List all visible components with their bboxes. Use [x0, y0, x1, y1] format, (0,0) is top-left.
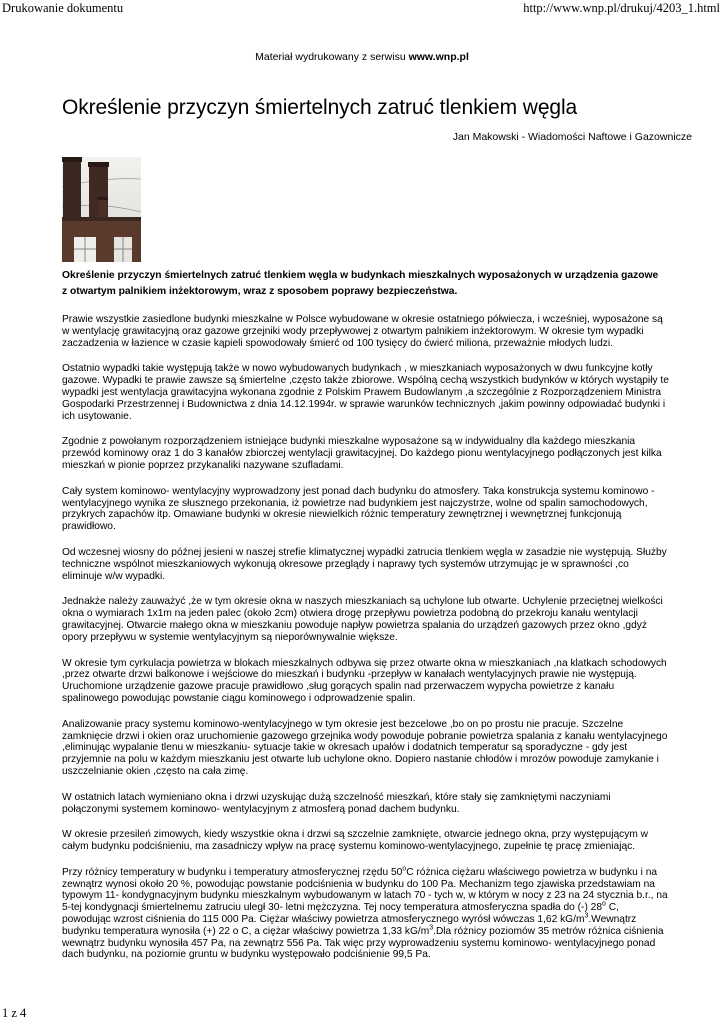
article-photo-chimneys	[62, 157, 141, 262]
text-part: C różnica ciężaru właściwego powietrza w budynku i na zewnątrz wynosi około 20 %, powodując powstanie podciśnienia w budynku do 100 Pa. Mechanizm tego zjawiska przedstawiam na typowym 11- kondygnacyjnym budynku mieszkalnym wybudowanym w latach 70 - tych w, w którym w nocy z 23 na 24 stycznia b.r., na 5-tej kondygnacji śmiertelnemu zatruciu uległ 30- letni mężczyzna. Tej nocy temperatura atmosferyczna spadła do (-) 28	[62, 866, 668, 914]
superscript: 3	[584, 912, 589, 920]
superscript: o	[602, 900, 606, 908]
text-part: Przy różnicy temperatury w budynku i temperatury atmosferycznej rzędu 50	[62, 866, 403, 878]
paragraph: W okresie tym cyrkulacja powietrza w blokach mieszkalnych odbywa się przez otwarte okna w mieszkaniach ,na klatkach schodowych ,przez otwarte drzwi balkonowe i wejściowe do mieszkań i budynku -przepływ w kanałach wentylacyjnych prawie nie występują. Uruchomione urządzenie gazowe pracuje prawidłowo ,sług gorących spalin nad przerwaczem wypycha powietrze z kanału spalinowego powodując powstanie ciągu kominowego i odprowadzenie spalin.	[62, 657, 667, 704]
printed-from-text: Materiał wydrukowany z serwisu	[255, 51, 406, 63]
paragraph: Ostatnio wypadki takie występują także w nowo wybudowanych budynkach , w mieszkaniach wyposażonych w dwu funkcyjne kotły gazowe. Wypadki te prawie zawsze są śmiertelne ,często także zbiorowe. Wspólną cechą wszystkich budynków w których wystąpiły te wypadki jest wentylacja grawitacyjna wykonana zgodnie z Polskim Prawem Budowlanym ,a szczególnie z Rozporządzeniem Ministra Gospodarki Przestrzennej i Budownictwa z dnia 14.12.1994r. w sprawie warunków technicznych ,jakim powinny odpowiadać budynki i ich usytowanie.	[62, 363, 669, 422]
paragraph: W ostatnich latach wymieniano okna i drzwi uzyskując dużą szczelność mieszkań, które stały się zamkniętymi naczyniami połączonymi systemem kominowo- wentylacyjnym z atmosferą ponad dachem budynku.	[62, 791, 611, 815]
article-title: Określenie przyczyn śmiertelnych zatruć tlenkiem węgla	[62, 96, 578, 119]
article-author: Jan Makowski - Wiadomości Naftowe i Gazownicze	[452, 131, 692, 143]
paragraph: Jednakże należy zauważyć ,że w tym okresie okna w naszych mieszkaniach są uchylone lub otwarte. Uchylenie przeciętnej wielkości okna o wymiarach 1x1m na jeden palec (około 2cm) otwiera drogę przepływu powietrza podobną do przekroju kanału wentylacji grawitacyjnej. Otwarcie małego okna w mieszkaniu powoduje napływ powietrza spalania do urządzeń gazowych przez okno ,gdyż opory przepływu w systemie wentylacyjnym są nieporównywalnie większe.	[62, 596, 663, 643]
superscript: o	[402, 865, 407, 873]
chimneys-illustration	[62, 157, 141, 262]
paragraph-last	[62, 867, 670, 961]
paragraph: Zgodnie z powołanym rozporządzeniem istniejące budynki mieszkalne wyposażone są w indywidualny dla każdego mieszkania przewód kominowy oraz 1 do 3 kanałów zbiorczej wentylacji grawitacyjnej. Do każdego pionu wentylacyjnego podłączonych jest kilka mieszkań w pionie poprzez przykanaliki nazywane szufladami.	[62, 436, 662, 471]
text-part: C, powodując wzrost ciśnienia do 115 000 Pa. Ciężar właściwy powietrza atmosferycznego wyrósł wówczas 1,62 kG/m	[62, 902, 619, 926]
superscript: 3	[429, 924, 434, 932]
paragraph: Cały system kominowo- wentylacyjny wyprowadzony jest ponad dach budynku do atmosfery. Taka konstrukcja systemu kominowo - wentylacyjnego wynika ze słusznego przekonania, iż powietrze nad budynkiem jest najczystrze, wolne od spalin samochodowych, przykrych zapachów itp. Omawiane budynki w okresie niewielkich różnic temperatury zewnętrznej i wewnętrznej funkcjonują prawidłowo.	[62, 485, 655, 533]
article-body	[62, 314, 670, 975]
paragraph: Od wczesnej wiosny do późnej jesieni w naszej strefie klimatycznej wypadki zatrucia tlenkiem węgla w zasadzie nie występują. Służby techniczne wspólnot mieszkaniowych wykonują okresowe przeglądy i naprawy tych systemów utrzymując je w sprawności ,co eliminuje w/w wypadki.	[62, 546, 667, 582]
browser-page-title: Drukowanie dokumentu	[2, 1, 124, 15]
site-link[interactable]: www.wnp.pl	[408, 51, 469, 63]
paragraph: Prawie wszystkie zasiedlone budynki mieszkalne w Polsce wybudowane w okresie ostatniego półwiecza, i wcześniej, wyposażone są w wentylację grawitacyjną oraz gazowe grzejniki wody przepływowej z otwartym palnikiem inżektorowym. W okresie tym wypadki zaczadzenia w łazience w czasie kąpieli spowodowały śmierć od 100 tysięcy do ćwierć miliona, przeważnie młodych ludzi.	[62, 314, 663, 349]
page-counter: 1 z 4	[2, 1006, 27, 1020]
text-part: .Wewnątrz budynku temperatura wynosiła (+) 22 o C, a ciężar właściwy powietrza 1,33 kG/m	[62, 914, 637, 937]
article-lead: Określenie przyczyn śmiertelnych zatruć tlenkiem węgla w budynkach mieszkalnych wyposażonych w urządzenia gazowe z otwartym palnikiem inżektorowym, wraz z sposobem poprawy bezpieczeństwa.	[62, 270, 659, 297]
paragraph: Analizowanie pracy systemu kominowo-wentylacyjnego w tym okresie jest bezcelowe ,bo on po prostu nie pracuje. Szczelne zamknięcie drzwi i okien oraz uruchomienie gazowego grzejnika wody powoduje pobranie powietrza spalania z kanału wentylacyjnego ,eliminując wypalanie tlenu w mieszkaniu- sytuacje takie w okresach upałów i dodatnich temperatur są sporadyczne - gdy jest przyjemnie na polu w każdym mieszkaniu jest otwarte lub uchylone okno. Dopiero nastanie chłodów i mrozów powoduje zamykanie i uszczelnianie okien ,często na cała zimę.	[62, 718, 668, 777]
paragraph: W okresie przesileń zimowych, kiedy wszystkie okna i drzwi są szczelnie zamknięte, otwarcie jednego okna, przy występującym w całym budynku podciśnieniu, ma zasadniczy wpływ na pracę systemu kominowo-wentylacyjnego, zupełnie tę pracę zmieniając.	[62, 829, 649, 853]
page-url[interactable]: http://www.wnp.pl/drukuj/4203_1.html	[523, 1, 720, 15]
text-part: .Dla różnicy poziomów 35 metrów różnica ciśnienia wewnątrz budynku wynosiła 457 Pa, na zewnątrz 556 Pa. Tak więc przy wyprowadzeniu systemu kominowo- wentylacyjnego ponad dach budynku, na poziomie gruntu w budynku występowało podciśnienie 99,5 Pa.	[62, 925, 664, 961]
printed-from-line	[0, 51, 724, 63]
